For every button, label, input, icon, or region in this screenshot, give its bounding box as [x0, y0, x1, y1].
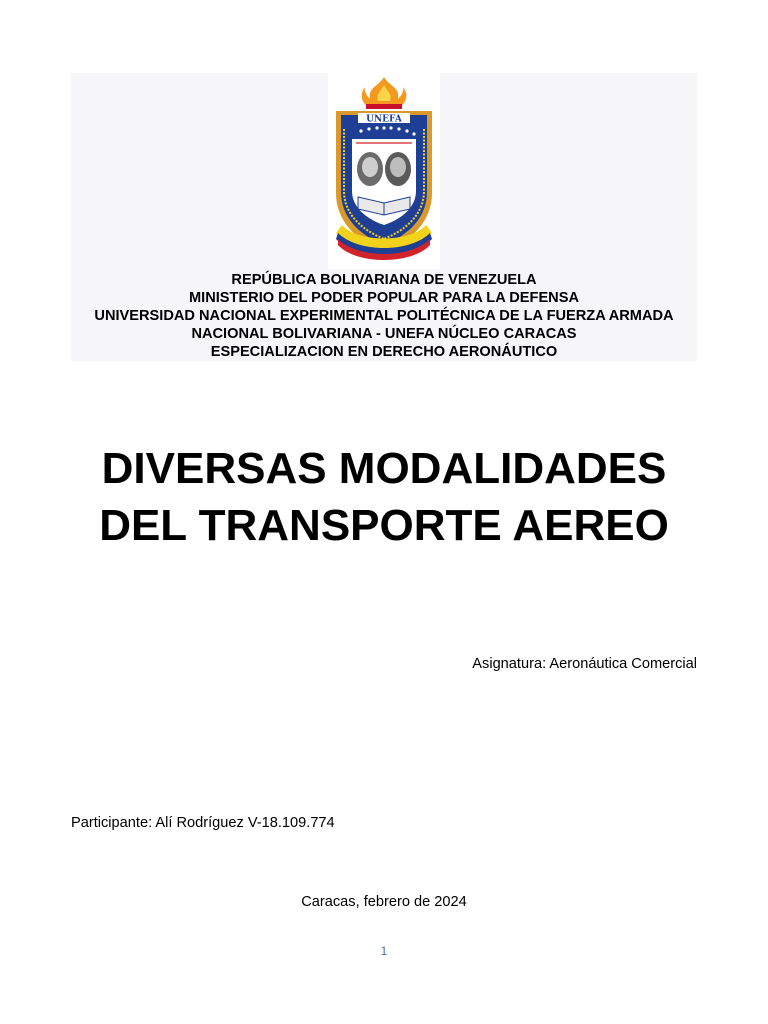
institution-line-program: ESPECIALIZACION EN DERECHO AERONÁUTICO [210, 344, 558, 360]
svg-text:UNEFA: UNEFA [366, 114, 402, 125]
unefa-crest-icon [328, 73, 440, 269]
title-line-2: DEL TRANSPORTE AEREO [99, 501, 669, 550]
subject-label: Asignatura: Aeronáutica Comercial [472, 656, 697, 672]
document-title [40, 440, 728, 554]
institution-header [71, 271, 697, 361]
institution-line-ministry: MINISTERIO DEL PODER POPULAR PARA LA DEFENSA [188, 290, 579, 306]
participant-label: Participante: Alí Rodríguez V-18.109.774 [71, 815, 335, 831]
page-number: 1 [380, 944, 388, 958]
place-date: Caracas, febrero de 2024 [301, 894, 467, 910]
institution-line-campus: NACIONAL BOLIVARIANA - UNEFA NÚCLEO CARACAS [191, 326, 577, 342]
title-line-1: DIVERSAS MODALIDADES [101, 444, 667, 493]
institution-line-country: REPÚBLICA BOLIVARIANA DE VENEZUELA [231, 272, 537, 288]
institution-line-university: UNIVERSIDAD NACIONAL EXPERIMENTAL POLITÉCNICA DE LA FUERZA ARMADA [94, 308, 674, 324]
